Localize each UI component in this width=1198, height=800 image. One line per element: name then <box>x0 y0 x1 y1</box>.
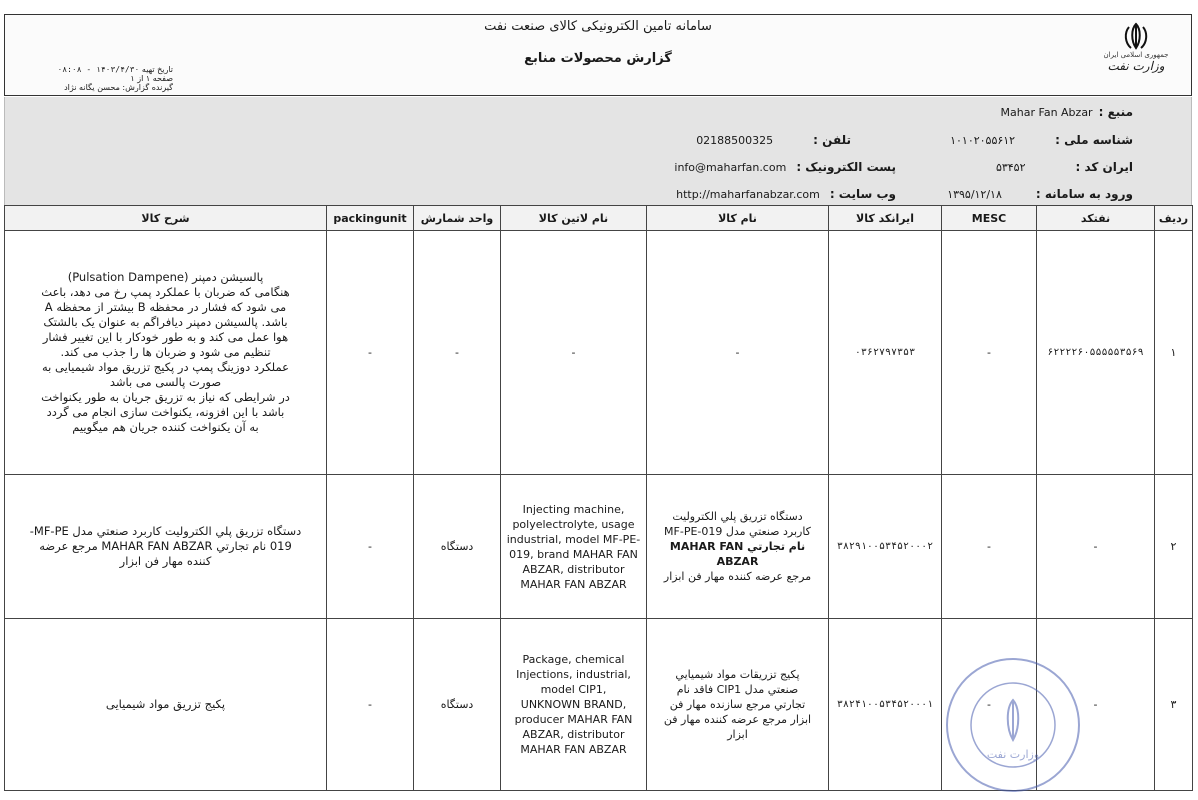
source-value: Mahar Fan Abzar <box>1000 106 1093 119</box>
table-row <box>5 475 1193 619</box>
cell-latin: Package, chemical Injections, industrial, model CIP1, UNKNOWN BRAND, producer MAHAR FAN ABZAR, distributor MAHAR FAN ABZAR <box>501 619 647 791</box>
table-header <box>5 206 1193 231</box>
entry-date-field: ورود به سامانه :۱۳۹۵/۱۲/۱۸ <box>947 187 1133 201</box>
cell-desc: پکیج تزریق مواد شیمیایی <box>5 619 327 791</box>
cell-row: ۱ <box>1155 231 1193 475</box>
cell-irancode: ۰۳۶۲۷۹۷۳۵۳ <box>829 231 942 475</box>
source-field: منبع :Mahar Fan Abzar <box>1000 105 1133 119</box>
emblem-icon <box>1121 21 1151 51</box>
col-mesc: MESC <box>942 206 1037 231</box>
cell-packing: - <box>327 231 414 475</box>
cell-name: پكيج تزريقات مواد شيميايي صنعتي مدل CIP1 فاقد نام تجارتي مرجع سازنده مهار فن ابزار مرجع عرضه كننده مهار فن ابزار <box>647 619 829 791</box>
cell-desc: دستگاه تزريق پلي الكتروليت كاربرد صنعتي مدل MF-PE- 019 نام تجارتي MAHAR FAN ABZAR مرجع عرضه كننده مهار فن ابزار <box>5 475 327 619</box>
report-title: گزارش محصولات منابع <box>524 51 672 66</box>
cell-irancode: ۳۸۲۴۱۰۰۵۳۴۵۲۰۰۰۱ <box>829 619 942 791</box>
table-row <box>5 231 1193 475</box>
cell-name: - <box>647 231 829 475</box>
source-info <box>4 97 1192 205</box>
cell-row: ۳ <box>1155 619 1193 791</box>
prep-date-label: تاریخ تهیه <box>141 65 173 74</box>
page-value: ۱ از ۱ <box>130 74 151 83</box>
col-desc: شرح کالا <box>5 206 327 231</box>
system-title: سامانه تامین الکترونیکی کالای صنعت نفت <box>484 19 712 34</box>
cell-mesc: - <box>942 475 1037 619</box>
recipient-value: محسن یگانه نژاد <box>64 83 120 92</box>
cell-naftcode: ۶۲۲۲۲۶۰۵۵۵۵۵۳۵۶۹ <box>1037 231 1155 475</box>
cell-packing: - <box>327 475 414 619</box>
logo-top-text: جمهوری اسلامی ایران <box>1103 51 1169 59</box>
prep-date-value: ۱۴۰۳/۴/۳۰ - ۰۸:۰۸ <box>57 65 140 74</box>
email-field: پست الکترونیک :info@maharfan.com <box>674 160 896 174</box>
col-irancode: ایرانکد کالا <box>829 206 942 231</box>
cell-naftcode: - <box>1037 475 1155 619</box>
iran-code-value: ۵۳۴۵۲ <box>995 161 1026 174</box>
cell-mesc: - <box>942 231 1037 475</box>
report-header <box>4 14 1192 96</box>
cell-desc: پالسیشن دمپنر (Pulsation Dampene) هنگامی که ضربان با عملکرد پمپ رخ می دهد، باعث می شود که فشار در محفظه B بیشتر از محفظه A باشد. پالسیشن دمپنر دیافراگم به عنوان یک بالشتک هوا عمل می کند و به طور خودکار با این تغییر فشار تنظیم می شود و ضربان ها را جذب می کند. عملکرد دوزینگ پمپ در پکیج تزریق مواد شیمیایی به صورت پالسی می باشد در شرایطی که نیاز به تزریق جریان به طور یکنواخت باشد با این افزونه، یکنواخت سازی انجام می گردد به آن یکنواخت کننده جریان هم میگوییم <box>5 231 327 475</box>
website-value: http://maharfanabzar.com <box>676 188 820 201</box>
table-row <box>5 619 1193 791</box>
stamp-text: وزارت نفت <box>986 748 1040 761</box>
national-id-field: شناسه ملی :۱۰۱۰۲۰۵۵۶۱۲ <box>950 133 1133 147</box>
iran-code-field: ایران کد :۵۳۴۵۲ <box>995 160 1133 174</box>
cell-latin: Injecting machine, polyelectrolyte, usage industrial, model MF-PE- 019, brand MAHAR FAN ABZAR, distributor MAHAR FAN ABZAR <box>501 475 647 619</box>
cell-name: دستگاه تزريق پلي الكتروليت كاربرد صنعتي مدل MF-PE-019 نام تجارتي MAHAR FAN ABZAR مرجع عرضه كننده مهار فن ابزار <box>647 475 829 619</box>
col-latin: نام لاتین کالا <box>501 206 647 231</box>
cell-unit: دستگاه <box>414 619 501 791</box>
ministry-logo <box>1101 21 1171 93</box>
cell-unit: دستگاه <box>414 475 501 619</box>
email-value: info@maharfan.com <box>674 161 787 174</box>
col-packing: packingunit <box>327 206 414 231</box>
col-row: ردیف <box>1155 206 1193 231</box>
cell-unit: - <box>414 231 501 475</box>
page-label: صفحه <box>152 74 173 83</box>
cell-packing: - <box>327 619 414 791</box>
cell-row: ۲ <box>1155 475 1193 619</box>
col-unit: واحد شمارش <box>414 206 501 231</box>
entry-date-value: ۱۳۹۵/۱۲/۱۸ <box>947 188 1002 201</box>
cell-latin: - <box>501 231 647 475</box>
cell-irancode: ۳۸۲۹۱۰۰۵۳۴۵۲۰۰۰۲ <box>829 475 942 619</box>
col-naftcode: نفتکد <box>1037 206 1155 231</box>
phone-value: 02188500325 <box>696 134 774 147</box>
col-name: نام کالا <box>647 206 829 231</box>
recipient-label: گیرنده گزارش: <box>122 83 173 92</box>
logo-name: وزارت نفت <box>1107 59 1165 73</box>
phone-field: تلفن :02188500325 <box>696 133 851 147</box>
cell-mesc: - <box>942 619 1037 791</box>
cell-naftcode: - <box>1037 619 1155 791</box>
report-meta <box>33 65 173 92</box>
website-field: وب سایت :http://maharfanabzar.com <box>676 187 896 201</box>
products-table <box>4 205 1193 791</box>
national-id-value: ۱۰۱۰۲۰۵۵۶۱۲ <box>950 134 1016 147</box>
